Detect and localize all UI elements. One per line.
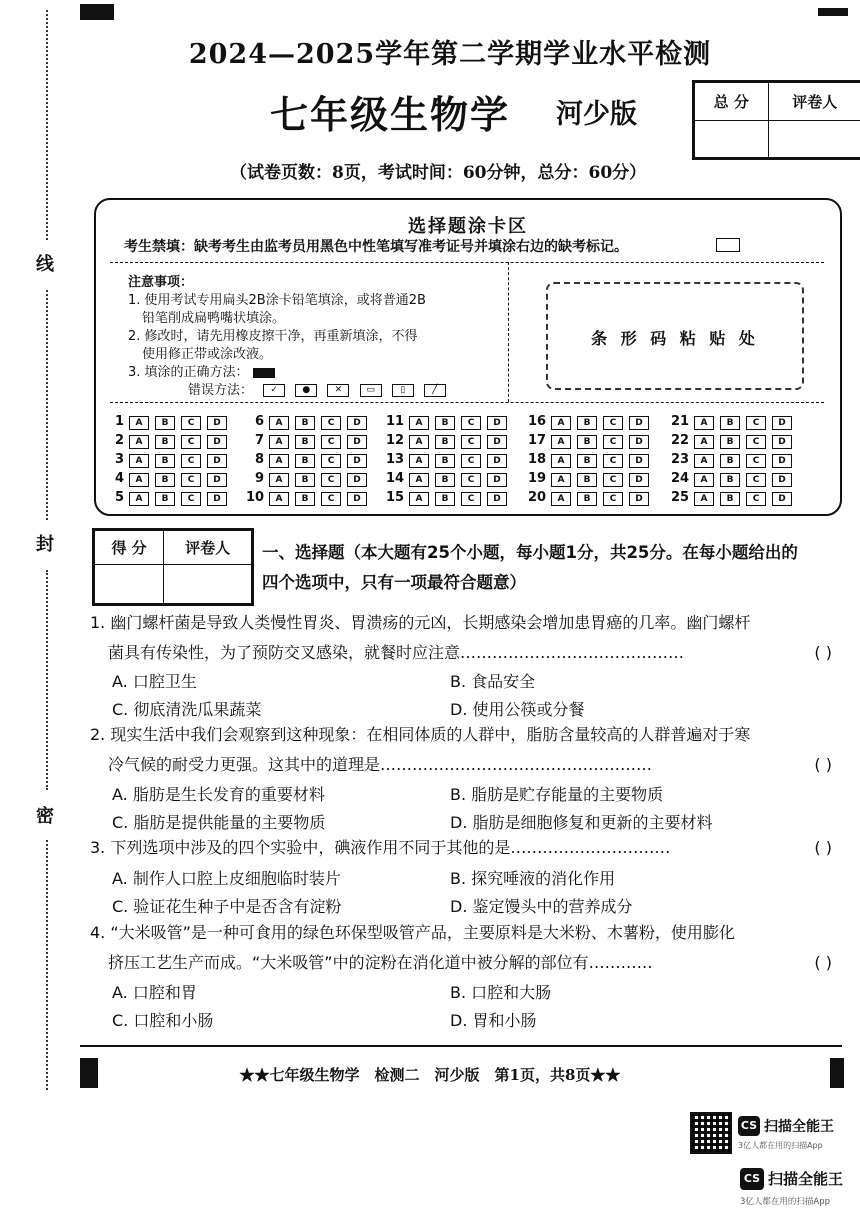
answer-bubble-a[interactable]: A [269, 473, 289, 487]
answer-row-1 [106, 414, 233, 430]
camscanner-name: 扫描全能王 [764, 1119, 834, 1135]
wrong-method-label: 错误方法： [188, 383, 254, 398]
binding-label-seal: 封 [36, 534, 54, 555]
edition-label: 河少版 [556, 99, 637, 130]
question-stem: 2. 现实生活中我们会观察到这种现象：在相同体质的人群中，脂肪含量较高的人群普遍对于寒 [90, 725, 751, 744]
answer-bubble-d[interactable]: D [487, 416, 507, 430]
answer-row-number: 24 [671, 471, 690, 486]
question-stem: 3. 下列选项中涉及的四个实验中，碘液作用不同于其他的是………………………… ( ) [90, 833, 842, 863]
answer-bubble-d[interactable]: D [347, 454, 367, 468]
answer-bubble-a[interactable]: A [129, 473, 149, 487]
answer-row-7 [246, 433, 373, 449]
answer-bubble-b[interactable]: B [577, 435, 597, 449]
answer-row-10 [246, 490, 373, 506]
answer-bubble-c[interactable]: C [746, 435, 766, 449]
answer-bubble-a[interactable]: A [551, 454, 571, 468]
wrong-method-row [128, 382, 446, 400]
answer-bubble-c[interactable]: C [321, 473, 341, 487]
answer-bubble-d[interactable]: D [487, 492, 507, 506]
answer-row-12 [386, 433, 513, 449]
answer-bubble-a[interactable]: A [129, 435, 149, 449]
answer-row-21 [671, 414, 798, 430]
option-c: C. 彻底清洗瓜果蔬菜 [112, 700, 262, 719]
question-1 [90, 608, 842, 668]
answer-row-number: 11 [386, 414, 405, 429]
grader-cell[interactable] [768, 121, 860, 158]
answer-bubble-d[interactable]: D [772, 416, 792, 430]
answer-row-2 [106, 433, 233, 449]
answer-row-number: 8 [254, 452, 264, 467]
answer-row-number: 7 [254, 433, 264, 448]
binding-dotted-line-middle [46, 290, 48, 520]
answer-row-9 [246, 471, 373, 487]
answer-bubble-a[interactable]: A [409, 454, 429, 468]
camscanner-logo-icon: CS [738, 1116, 760, 1136]
answer-bubble-c[interactable]: C [746, 492, 766, 506]
binding-dotted-line-top [46, 10, 48, 240]
answer-bubble-b[interactable]: B [435, 492, 455, 506]
camscanner-tagline: 3亿人都在用的扫描App [740, 1197, 831, 1207]
answer-row-number: 5 [114, 490, 124, 505]
camscanner-logo-icon: CS [740, 1168, 764, 1190]
option-d: D. 胃和小肠 [450, 1011, 537, 1030]
answer-bubble-c[interactable]: C [603, 435, 623, 449]
binding-dotted-line-lower [46, 570, 48, 790]
question-stem: 菌具有传染性，为了预防交叉感染，就餐时应注意…………………………………… ( ) [90, 638, 842, 668]
answer-row-number: 20 [528, 490, 547, 505]
exam-main-title: 2024—2025学年第二学期学业水平检测 [188, 39, 712, 70]
answer-bubble-a[interactable]: A [269, 416, 289, 430]
binding-label-secret: 密 [36, 806, 54, 827]
answer-row-number: 22 [671, 433, 690, 448]
answer-bubble-a[interactable]: A [694, 435, 714, 449]
section-score-label: 得 分 [95, 531, 164, 565]
answer-row-18 [528, 452, 655, 468]
correct-fill-sample [253, 368, 275, 378]
answer-bubble-b[interactable]: B [720, 492, 740, 506]
answer-bubble-d[interactable]: D [207, 454, 227, 468]
correct-method-row [128, 364, 446, 382]
answer-row-number: 17 [528, 433, 547, 448]
answer-row-15 [386, 490, 513, 506]
answer-card-title: 选择题涂卡区 [408, 216, 528, 237]
filling-notes [128, 274, 446, 400]
answer-bubble-a[interactable]: A [269, 454, 289, 468]
card-divider-middle [508, 262, 509, 402]
answer-bubble-b[interactable]: B [155, 416, 175, 430]
answer-bubble-c[interactable]: C [461, 454, 481, 468]
answer-bubble-b[interactable]: B [155, 435, 175, 449]
question-stem: 挤压工艺生产而成。“大米吸管”中的淀粉在消化道中被分解的部位有………… ( ) [90, 948, 842, 978]
answer-row-number: 3 [114, 452, 124, 467]
answer-bubble-b[interactable]: B [155, 454, 175, 468]
answer-bubble-c[interactable]: C [746, 416, 766, 430]
answer-parentheses[interactable]: ( ) [814, 838, 832, 857]
option-c: C. 口腔和小肠 [112, 1011, 214, 1030]
answer-parentheses[interactable]: ( ) [814, 755, 832, 774]
subject-title: 七年级生物学 [270, 92, 511, 137]
option-b: B. 脂肪是贮存能量的主要物质 [450, 785, 664, 804]
answer-bubble-c[interactable]: C [321, 435, 341, 449]
answer-bubble-b[interactable]: B [435, 416, 455, 430]
answer-row-11 [386, 414, 513, 430]
answer-bubble-b[interactable]: B [720, 435, 740, 449]
answer-bubble-d[interactable]: D [487, 473, 507, 487]
answer-bubble-b[interactable]: B [720, 454, 740, 468]
answer-bubble-d[interactable]: D [629, 454, 649, 468]
question-stem: 1. 幽门螺杆菌是导致人类慢性胃炎、胃溃疡的元凶，长期感染会增加患胃癌的几率。幽门螺杆 [90, 613, 751, 632]
section-heading-line: 四个选项中，只有一项最符合题意） [262, 573, 526, 592]
answer-card [94, 198, 842, 516]
card-divider-bottom [110, 402, 824, 403]
answer-bubble-d[interactable]: D [629, 416, 649, 430]
option-b: B. 口腔和大肠 [450, 983, 552, 1002]
answer-parentheses[interactable]: ( ) [814, 953, 832, 972]
answer-bubble-c[interactable]: C [461, 435, 481, 449]
option-a: A. 口腔和胃 [112, 983, 197, 1002]
answer-row-number: 9 [254, 471, 264, 486]
answer-row-16 [528, 414, 655, 430]
answer-bubble-d[interactable]: D [629, 435, 649, 449]
answer-bubble-c[interactable]: C [181, 492, 201, 506]
answer-bubble-a[interactable]: A [129, 416, 149, 430]
total-score-cell[interactable] [695, 121, 769, 158]
answer-bubble-a[interactable]: A [129, 454, 149, 468]
option-d: D. 鉴定馒头中的营养成分 [450, 897, 633, 916]
answer-row-23 [671, 452, 798, 468]
answer-bubble-a[interactable]: A [409, 435, 429, 449]
binding-dotted-line-bottom [46, 840, 48, 1090]
answer-row-number: 18 [528, 452, 547, 467]
answer-bubble-c[interactable]: C [603, 492, 623, 506]
section-grade-table [92, 528, 254, 606]
answer-bubble-c[interactable]: C [461, 473, 481, 487]
option-d: D. 脂肪是细胞修复和更新的主要材料 [450, 813, 713, 832]
answer-row-14 [386, 471, 513, 487]
answer-bubble-b[interactable]: B [577, 416, 597, 430]
answer-bubble-b[interactable]: B [435, 473, 455, 487]
camscanner-name: 扫描全能王 [768, 1170, 844, 1188]
answer-bubble-a[interactable]: A [409, 416, 429, 430]
option-d: D. 使用公筷或分餐 [450, 700, 585, 719]
option-a: A. 制作人口腔上皮细胞临时装片 [112, 869, 341, 888]
answer-bubble-a[interactable]: A [694, 454, 714, 468]
answer-row-number: 15 [386, 490, 405, 505]
answer-row-number: 21 [671, 414, 690, 429]
answer-row-number: 16 [528, 414, 547, 429]
answer-row-5 [106, 490, 233, 506]
answer-bubble-a[interactable]: A [129, 492, 149, 506]
answer-bubble-b[interactable]: B [577, 454, 597, 468]
question-stem: 4. “大米吸管”是一种可食用的绿色环保型吸管产品，主要原料是大米粉、木薯粉，使用膨化 [90, 923, 735, 942]
answer-bubble-b[interactable]: B [720, 473, 740, 487]
answer-parentheses[interactable]: ( ) [814, 643, 832, 662]
answer-row-6 [246, 414, 373, 430]
answer-row-13 [386, 452, 513, 468]
absent-note: 考生禁填：缺考考生由监考员用黑色中性笔填写准考证号并填涂右边的缺考标记。 [124, 239, 628, 255]
answer-bubble-c[interactable]: C [181, 473, 201, 487]
answer-row-19 [528, 471, 655, 487]
answer-bubble-b[interactable]: B [295, 492, 315, 506]
answer-bubble-a[interactable]: A [551, 416, 571, 430]
answer-row-number: 6 [254, 414, 264, 429]
section-heading-line: 一、选择题（本大题有25个小题，每小题1分，共25分。在每小题给出的 [262, 543, 798, 562]
qr-code [690, 1112, 732, 1154]
answer-row-22 [671, 433, 798, 449]
option-a: A. 口腔卫生 [112, 672, 197, 691]
camscanner-tagline: 3亿人都在用的扫描App [738, 1141, 823, 1150]
answer-bubble-c[interactable]: C [181, 435, 201, 449]
notes-title: 注意事项： [128, 275, 194, 290]
answer-bubble-b[interactable]: B [435, 454, 455, 468]
answer-bubble-a[interactable]: A [694, 416, 714, 430]
answer-row-4 [106, 471, 233, 487]
answer-row-number: 10 [246, 490, 265, 505]
answer-bubble-b[interactable]: B [435, 435, 455, 449]
section-grader-cell[interactable] [164, 565, 252, 604]
question-stem: 冷气候的耐受力更强。这其中的道理是…………………………………………… ( ) [90, 750, 842, 780]
wrong-slash-mark: ╱ [424, 384, 446, 397]
page-footer: ★★七年级生物学 检测二 河少版 第1页，共8页★★ [239, 1066, 621, 1084]
answer-bubble-a[interactable]: A [694, 473, 714, 487]
answer-bubble-d[interactable]: D [207, 473, 227, 487]
answer-bubble-d[interactable]: D [772, 492, 792, 506]
answer-bubble-d[interactable]: D [347, 416, 367, 430]
answer-bubble-d[interactable]: D [207, 435, 227, 449]
answer-bubble-a[interactable]: A [551, 492, 571, 506]
answer-row-number: 12 [386, 433, 405, 448]
note-line: 使用修正带或涂改液。 [142, 347, 273, 362]
answer-bubble-d[interactable]: D [487, 435, 507, 449]
answer-row-25 [671, 490, 798, 506]
barcode-label: 条 形 码 粘 贴 处 [591, 329, 759, 348]
answer-bubble-d[interactable]: D [772, 435, 792, 449]
option-c: C. 脂肪是提供能量的主要物质 [112, 813, 326, 832]
answer-bubble-d[interactable]: D [347, 492, 367, 506]
question-3 [90, 833, 842, 863]
answer-row-number: 13 [386, 452, 405, 467]
answer-row-number: 1 [114, 414, 124, 429]
section-score-cell[interactable] [95, 565, 164, 604]
wrong-line-mark: ▭ [360, 384, 382, 397]
answer-bubble-d[interactable]: D [629, 473, 649, 487]
option-b: B. 食品安全 [450, 672, 536, 691]
answer-bubble-b[interactable]: B [295, 473, 315, 487]
answer-row-17 [528, 433, 655, 449]
answer-row-20 [528, 490, 655, 506]
answer-bubble-c[interactable]: C [603, 473, 623, 487]
answer-bubble-c[interactable]: C [321, 454, 341, 468]
answer-bubble-a[interactable]: A [409, 473, 429, 487]
answer-row-number: 2 [114, 433, 124, 448]
answer-bubble-c[interactable]: C [603, 416, 623, 430]
answer-bubble-b[interactable]: B [155, 473, 175, 487]
note-line: 2. 修改时，请先用橡皮擦干净，再重新填涂，不得 [128, 329, 418, 344]
answer-row-number: 4 [114, 471, 124, 486]
answer-row-number: 25 [671, 490, 690, 505]
answer-row-number: 23 [671, 452, 690, 467]
note-line: 1. 使用考试专用扁头2B涂卡铅笔填涂，或将普通2B [128, 293, 426, 308]
answer-bubble-d[interactable]: D [347, 435, 367, 449]
answer-bubble-c[interactable]: C [746, 473, 766, 487]
answer-bubble-b[interactable]: B [295, 435, 315, 449]
option-b: B. 探究唾液的消化作用 [450, 869, 616, 888]
answer-bubble-b[interactable]: B [720, 416, 740, 430]
answer-bubble-d[interactable]: D [772, 454, 792, 468]
wrong-dot-mark: ● [295, 384, 317, 397]
answer-bubble-d[interactable]: D [347, 473, 367, 487]
grader-label: 评卷人 [768, 83, 860, 121]
answer-bubble-a[interactable]: A [694, 492, 714, 506]
answer-bubble-b[interactable]: B [295, 454, 315, 468]
answer-bubble-c[interactable]: C [461, 492, 481, 506]
answer-bubble-a[interactable]: A [269, 435, 289, 449]
answer-bubble-b[interactable]: B [295, 416, 315, 430]
answer-row-number: 19 [528, 471, 547, 486]
registration-mark-top-left [80, 4, 114, 20]
registration-mark-top-right [818, 8, 848, 16]
answer-bubble-d[interactable]: D [772, 473, 792, 487]
answer-bubble-a[interactable]: A [409, 492, 429, 506]
answer-row-number: 14 [386, 471, 405, 486]
question-4 [90, 918, 842, 978]
total-score-table [692, 80, 860, 160]
answer-row-8 [246, 452, 373, 468]
answer-bubble-c[interactable]: C [603, 454, 623, 468]
answer-bubble-d[interactable]: D [629, 492, 649, 506]
exam-info: （试卷页数：8页，考试时间：60分钟，总分：60分） [230, 163, 647, 183]
binding-label-line: 线 [36, 254, 54, 275]
absent-mark-box[interactable] [716, 238, 740, 252]
footer-divider [80, 1045, 842, 1047]
answer-bubble-a[interactable]: A [269, 492, 289, 506]
wrong-partial-mark: ▯ [392, 384, 414, 397]
answer-bubble-c[interactable]: C [181, 416, 201, 430]
barcode-area[interactable] [546, 282, 804, 390]
option-c: C. 验证花生种子中是否含有淀粉 [112, 897, 342, 916]
answer-bubble-c[interactable]: C [181, 454, 201, 468]
answer-bubble-a[interactable]: A [551, 473, 571, 487]
answer-bubble-d[interactable]: D [207, 416, 227, 430]
answer-bubble-c[interactable]: C [321, 416, 341, 430]
answer-row-24 [671, 471, 798, 487]
wrong-check-mark: ✓ [263, 384, 285, 397]
answer-bubble-b[interactable]: B [155, 492, 175, 506]
answer-bubble-a[interactable]: A [551, 435, 571, 449]
answer-bubble-b[interactable]: B [577, 473, 597, 487]
note-line: 铅笔削成扁鸭嘴状填涂。 [142, 311, 286, 326]
answer-row-3 [106, 452, 233, 468]
answer-bubble-c[interactable]: C [461, 416, 481, 430]
wrong-cross-mark: ✕ [327, 384, 349, 397]
correct-method-label: 3. 填涂的正确方法： [128, 365, 249, 380]
answer-bubble-d[interactable]: D [207, 492, 227, 506]
answer-bubble-d[interactable]: D [487, 454, 507, 468]
option-a: A. 脂肪是生长发育的重要材料 [112, 785, 325, 804]
answer-bubble-c[interactable]: C [321, 492, 341, 506]
question-2 [90, 720, 842, 780]
section-one-heading [262, 538, 842, 598]
card-divider-top [110, 262, 824, 263]
total-score-label: 总 分 [695, 83, 769, 121]
section-grader-label: 评卷人 [164, 531, 252, 565]
answer-bubble-c[interactable]: C [746, 454, 766, 468]
answer-bubble-b[interactable]: B [577, 492, 597, 506]
